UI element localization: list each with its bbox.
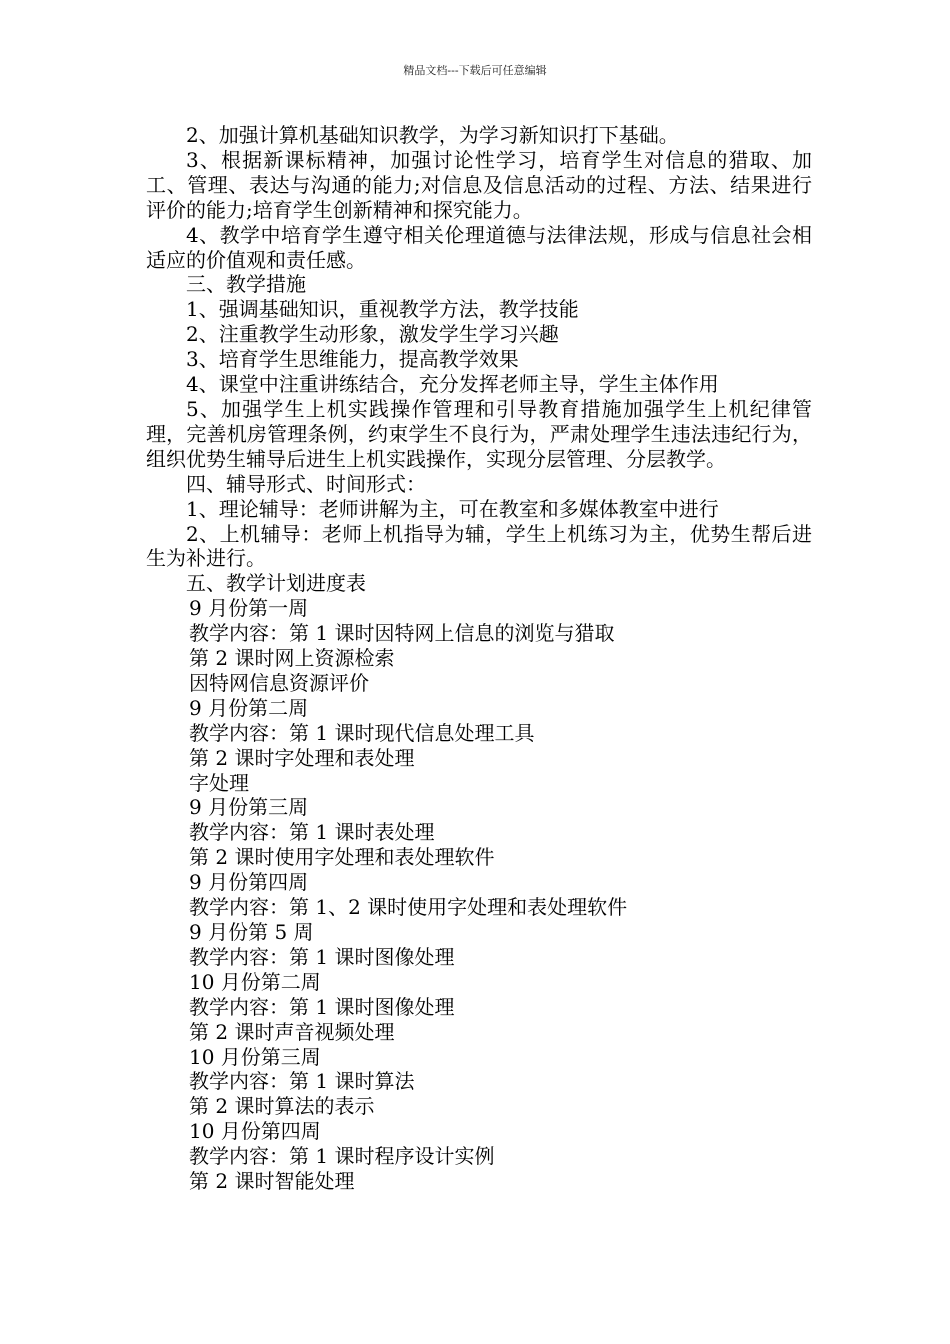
- schedule-line: 教学内容：第 1 课时因特网上信息的浏览与猎取: [189, 621, 615, 646]
- schedule-line: 10 月份第四周: [189, 1119, 321, 1144]
- schedule-line: 第 2 课时算法的表示: [189, 1094, 375, 1119]
- schedule-line: 教学内容：第 1 课时图像处理: [189, 994, 455, 1019]
- schedule-line: 9 月份第三周: [189, 795, 309, 820]
- schedule-line: 9 月份第一周: [189, 596, 309, 621]
- schedule-line: 教学内容：第 1、2 课时使用字处理和表处理软件: [189, 895, 628, 920]
- paragraph: 1、理论辅导：老师讲解为主，可在教室和多媒体教室中进行: [186, 496, 719, 521]
- schedule-line: 第 2 课时智能处理: [189, 1169, 355, 1194]
- paragraph: 1、强调基础知识，重视教学方法，教学技能: [186, 297, 579, 322]
- schedule-line: 第 2 课时声音视频处理: [189, 1019, 395, 1044]
- paragraph: 4、教学中培育学生遵守相关伦理道德与法律法规，形成与信息社会相适应的价值观和责任感。: [146, 222, 812, 272]
- paragraph: 2、注重教学生动形象，激发学生学习兴趣: [186, 322, 559, 347]
- document-body: [146, 123, 812, 1194]
- schedule-line: 因特网信息资源评价: [189, 670, 369, 695]
- schedule-line: 10 月份第二周: [189, 969, 321, 994]
- schedule-line: 教学内容：第 1 课时表处理: [189, 820, 435, 845]
- schedule-line: 9 月份第 5 周: [189, 920, 314, 944]
- section-heading: 三、教学措施: [186, 272, 306, 297]
- schedule-line: 第 2 课时网上资源检索: [189, 646, 395, 671]
- schedule-line: 教学内容：第 1 课时程序设计实例: [189, 1144, 495, 1169]
- paragraph: 2、上机辅导：老师上机指导为辅，学生上机练习为主，优势生帮后进生为补进行。: [146, 521, 812, 571]
- schedule-line: 9 月份第二周: [189, 695, 309, 720]
- schedule-line: 10 月份第三周: [189, 1044, 321, 1069]
- paragraph: 2、加强计算机基础知识教学，为学习新知识打下基础。: [186, 123, 679, 147]
- paragraph: 3、培育学生思维能力，提高教学效果: [186, 347, 519, 372]
- section-heading: 四、辅导形式、时间形式：: [186, 471, 426, 496]
- paragraph: 5、加强学生上机实践操作管理和引导教育措施加强学生上机纪律管理，完善机房管理条例，约束学生不良行为，严肃处理学生违法违纪行为，组织优势生辅导后进生上机实践操作，实现分层管理、分层教学。: [146, 396, 812, 471]
- paragraph: 3、根据新课标精神，加强讨论性学习，培育学生对信息的猎取、加工、管理、表达与沟通的能力;对信息及信息活动的过程、方法、结果进行评价的能力;培育学生创新精神和探究能力。: [146, 147, 812, 222]
- schedule-line: 教学内容：第 1 课时图像处理: [189, 944, 455, 969]
- schedule-line: 第 2 课时字处理和表处理: [189, 745, 415, 770]
- section-heading: 五、教学计划进度表: [186, 571, 366, 596]
- schedule-line: 字处理: [189, 770, 249, 795]
- schedule-line: 教学内容：第 1 课时算法: [189, 1069, 415, 1094]
- paragraph: 4、课堂中注重讲练结合，充分发挥老师主导，学生主体作用: [186, 372, 719, 397]
- schedule-line: 9 月份第四周: [189, 870, 309, 895]
- page-header: 精品文档---下载后可任意编辑: [403, 64, 547, 77]
- schedule-line: 第 2 课时使用字处理和表处理软件: [189, 845, 495, 870]
- schedule-line: 教学内容：第 1 课时现代信息处理工具: [189, 720, 535, 745]
